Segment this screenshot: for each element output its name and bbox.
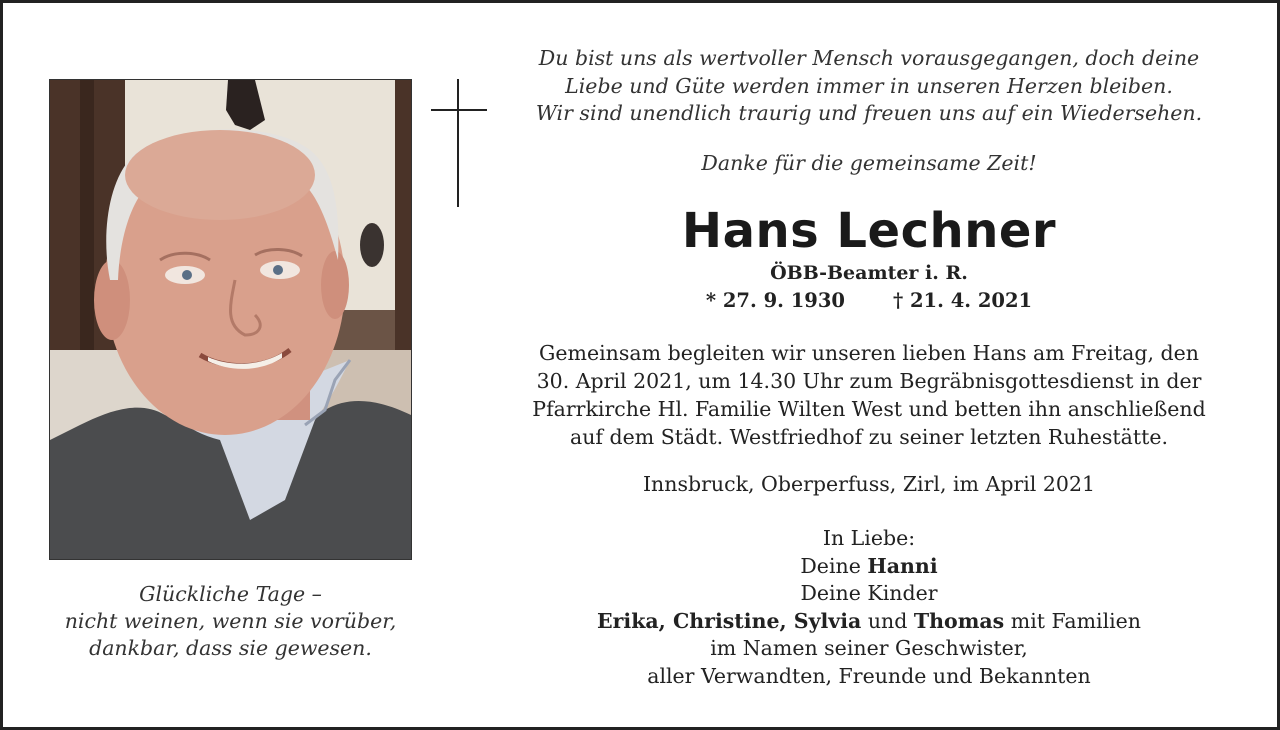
left-quote-line: dankbar, dass sie gewesen. <box>89 636 372 660</box>
last-child-name: Thomas <box>913 608 1005 633</box>
deceased-name: Hans Lechner <box>681 203 1057 259</box>
signoff <box>483 525 1255 690</box>
left-quote <box>33 581 428 662</box>
signoff-children <box>483 608 1255 636</box>
signoff-relatives: aller Verwandten, Freunde und Bekannten <box>647 663 1091 688</box>
signoff-intro: In Liebe: <box>822 526 916 550</box>
signoff-wife <box>483 553 1255 581</box>
life-dates <box>483 289 1255 312</box>
motto <box>483 45 1255 128</box>
and-word: und <box>867 608 908 633</box>
left-quote-line: nicht weinen, wenn sie vorüber, <box>64 609 397 633</box>
portrait-illustration <box>50 80 411 559</box>
signoff-children-label: Deine Kinder <box>800 581 938 605</box>
birth-date: * 27. 9. 1930 <box>705 289 845 312</box>
announcement-line: 30. April 2021, um 14.30 Uhr zum Begräbnisgottesdienst in der <box>536 369 1202 393</box>
death-date: † 21. 4. 2021 <box>893 289 1033 312</box>
announcement-line: Gemeinsam begleiten wir unseren lieben Hans am Freitag, den <box>539 341 1199 365</box>
motto-line: Wir sind unendlich traurig und freuen uns auf ein Wiedersehen. <box>535 101 1203 125</box>
place-and-date: Innsbruck, Oberperfuss, Zirl, im April 2021 <box>642 472 1096 496</box>
portrait-photo <box>49 79 412 560</box>
children-names: Erika, Christine, Sylvia <box>596 608 862 633</box>
motto-line: Du bist uns als wertvoller Mensch vorausgegangen, doch deine <box>538 46 1200 70</box>
announcement-line: auf dem Städt. Westfriedhof zu seiner letzten Ruhestätte. <box>569 425 1169 449</box>
with-families: mit Familien <box>1010 608 1142 633</box>
funeral-announcement <box>483 339 1255 451</box>
motto-line: Liebe und Güte werden immer in unseren Herzen bleiben. <box>565 73 1173 98</box>
announcement-line: Pfarrkirche Hl. Familie Wilten West und betten ihn anschließend <box>532 397 1206 421</box>
wife-prefix: Deine <box>800 553 861 578</box>
deceased-occupation: ÖBB-Beamter i. R. <box>770 262 968 284</box>
wife-name: Hanni <box>867 553 938 578</box>
latin-cross-icon <box>431 79 487 207</box>
thanks-line: Danke für die gemeinsame Zeit! <box>701 151 1037 175</box>
left-quote-line: Glückliche Tage – <box>139 582 322 606</box>
signoff-siblings: im Namen seiner Geschwister, <box>710 636 1028 660</box>
